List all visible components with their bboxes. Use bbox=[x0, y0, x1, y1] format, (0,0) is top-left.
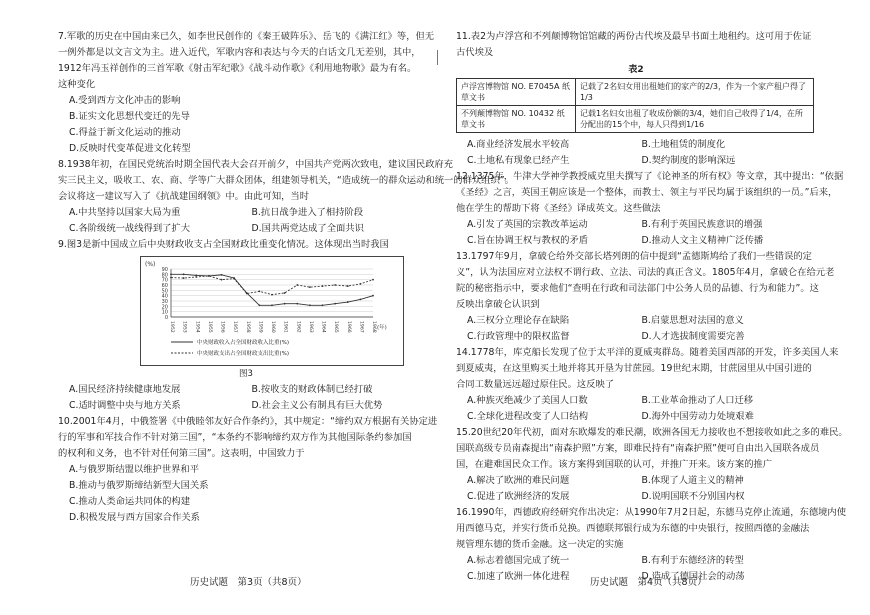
data-point bbox=[195, 276, 197, 278]
y-tick-label: 50 bbox=[161, 288, 168, 295]
page-4-footer: 历史试题 第4页（共8页） bbox=[590, 577, 707, 588]
data-point bbox=[258, 291, 260, 293]
question-7 bbox=[58, 29, 434, 157]
question-9-options-row bbox=[58, 398, 434, 414]
data-point bbox=[309, 304, 311, 306]
question-11-option-c[interactable]: C.土地私有现象已经产生 bbox=[467, 155, 570, 166]
question-7-option-a[interactable]: A.受到西方文化冲击的影响 bbox=[69, 95, 181, 106]
data-point bbox=[271, 304, 273, 306]
y-tick-label: 20 bbox=[161, 304, 168, 311]
question-12-stem-line: 他在学生的帮助下将《圣经》译成英文。这些做法 bbox=[456, 203, 661, 214]
question-14-option-c[interactable]: C.全球化进程改变了人口结构 bbox=[467, 411, 589, 422]
question-15-option-c[interactable]: C.促进了欧洲经济的发展 bbox=[467, 491, 570, 502]
question-15-options-row bbox=[456, 473, 816, 489]
question-16-option-c[interactable]: C.加速了欧洲一体化进程 bbox=[467, 571, 570, 582]
question-11-option-b[interactable]: B.土地租赁的制度化 bbox=[641, 139, 726, 150]
question-16-stem-line: 用西德马克，并实行货币兑换。西德联邦银行成为东德的中央银行，按照西德的金融法 bbox=[456, 523, 810, 534]
question-7-option-d[interactable]: D.反映时代变革促进文化转型 bbox=[69, 143, 191, 154]
data-point bbox=[309, 286, 311, 288]
question-13-option-b[interactable]: B.启蒙思想对法国的意义 bbox=[641, 315, 744, 326]
question-16-option-d[interactable]: D.造成了德国社会的动荡 bbox=[641, 571, 745, 582]
question-10-stem-line: 行的军事和军技合作不针对第三国”，“本条约不影响缔约双方作为其他国际条约参加国 bbox=[58, 432, 412, 443]
question-8 bbox=[58, 157, 514, 237]
question-11 bbox=[456, 29, 816, 169]
table-cell: 卢浮宫博物馆 NO. E7045A 纸草文书 bbox=[457, 79, 576, 106]
question-14 bbox=[456, 345, 839, 425]
page-4-column bbox=[456, 29, 848, 585]
x-tick-label: 1963 bbox=[307, 321, 313, 333]
data-point bbox=[183, 277, 185, 279]
question-16-stem-line: 16.1990年，西德政府经研究作出决定：从1990年7月2日起，东德马克停止流通，东德境内使 bbox=[456, 507, 847, 518]
question-12-stem-line: 《圣经》之言，英国王朝应该是一个整体，而教士、领主与平民均属于该组织的一员。”后来， bbox=[456, 187, 838, 198]
data-point bbox=[246, 293, 248, 295]
question-11-stem-line: 11.表2为卢浮宫和不列颠博物馆馆藏的两份古代埃及最早书面土地租约。这可用于佐证古代埃及 bbox=[456, 31, 812, 58]
data-point bbox=[347, 285, 349, 287]
data-point bbox=[233, 278, 235, 280]
data-point bbox=[359, 299, 361, 301]
question-8-option-b[interactable]: B.抗日战争进入了相持阶段 bbox=[251, 207, 364, 218]
data-point bbox=[296, 284, 298, 286]
data-point bbox=[183, 273, 185, 275]
question-16-option-b[interactable]: B.有利于东德经济的转型 bbox=[641, 555, 744, 566]
figure-3-caption: 图3 bbox=[239, 369, 253, 379]
question-10-option-d[interactable]: D.积极发展与西方国家合作关系 bbox=[69, 512, 200, 523]
question-14-stem-line: 到夏威夷，在这里购买土地并将其开垦为甘蔗园。19世纪末期，甘蔗园里从中国引进的 bbox=[456, 363, 812, 374]
question-8-options-row bbox=[58, 205, 434, 221]
x-tick-label: 1966 bbox=[345, 321, 351, 333]
question-13-stem-line: 13.1797年9月，拿破仑给外交部长塔列朗的信中提到“孟德斯鸠给了我们一些错误的定 bbox=[456, 251, 812, 262]
x-tick-label: 1968 bbox=[371, 321, 376, 333]
question-7-stem-line: 这种变化 bbox=[58, 79, 96, 90]
data-point bbox=[372, 279, 374, 281]
question-11-options-row bbox=[456, 137, 816, 153]
data-point bbox=[170, 277, 172, 279]
data-point bbox=[195, 275, 197, 277]
data-point bbox=[284, 303, 286, 305]
question-8-option-d[interactable]: D.国共两党达成了全面共识 bbox=[251, 223, 364, 234]
question-14-stem-line: 合同工数量远远超过原住民。这反映了 bbox=[456, 379, 615, 390]
question-12-stem-line: 12.1375年，牛津大学神学教授威克里夫撰写了《论神圣的所有权》等文章，其中提出：“依据 bbox=[456, 171, 844, 182]
x-tick-label: 1956 bbox=[219, 321, 225, 333]
question-15-option-b[interactable]: B.体现了人道主义的精神 bbox=[641, 475, 744, 486]
x-tick-label: 1965 bbox=[333, 321, 339, 333]
question-10-option-a[interactable]: A.与俄罗斯结盟以维护世界和平 bbox=[69, 464, 200, 475]
table-2 bbox=[456, 78, 814, 133]
data-point bbox=[296, 303, 298, 305]
data-point bbox=[221, 274, 223, 276]
question-15-stem-line: 国联高级专员南森提出“南森护照”方案，即难民持有“南森护照”便可自由出入国联各成员 bbox=[456, 443, 820, 454]
question-12-options-row bbox=[456, 233, 816, 249]
question-15-option-d[interactable]: D.说明国联不分别国内权 bbox=[641, 491, 745, 502]
question-15-stem-line: 15.20世纪20年代初，面对东欧爆发的难民潮，欧洲各国无力接收也不想接收如此之多的难民。 bbox=[456, 427, 848, 438]
question-9-options-row bbox=[58, 382, 434, 398]
question-13-option-a[interactable]: A.三权分立理论存在缺陷 bbox=[467, 315, 570, 326]
data-point bbox=[322, 285, 324, 287]
question-13-option-d[interactable]: D.人才选拔制度需要完善 bbox=[641, 331, 745, 342]
question-14-option-d[interactable]: D.海外中国劳动力处境艰难 bbox=[641, 411, 754, 422]
data-point bbox=[170, 273, 172, 275]
y-tick-label: 70 bbox=[161, 277, 168, 284]
question-10-stem-line: 的权利和义务，也不针对任何第三国”。这表明，中国致力于 bbox=[58, 448, 305, 459]
question-13-stem-line: 院的秘密指示中，要求他们“查明在行政和司法部门中公务人员的品德、行为和能力”。这 bbox=[456, 283, 819, 294]
question-14-option-a[interactable]: A.种族灭绝减少了美国人口数 bbox=[467, 395, 588, 406]
table-row bbox=[457, 79, 814, 106]
question-13-options-row bbox=[456, 329, 816, 345]
data-point bbox=[334, 303, 336, 305]
figure-3-chart bbox=[140, 256, 404, 366]
question-7-stem-line: 一例外都是以文言文为主。进入近代，军歌内容和表达与今天的白话文几无差别，其中， bbox=[58, 47, 421, 58]
legend-label: 中央财政收入占全国财政收入比重(%) bbox=[197, 340, 290, 346]
x-tick-label: 1954 bbox=[194, 321, 200, 333]
y-tick-label: 10 bbox=[161, 309, 168, 316]
question-8-stem-line: 8.1938年初，在国民党统治时期全国代表大会召开前夕，中国共产党两次致电，建议国民政府充 bbox=[58, 159, 454, 170]
x-tick-label: 1964 bbox=[320, 321, 326, 333]
question-15-options-row bbox=[456, 489, 816, 505]
question-13-options-row bbox=[456, 313, 816, 329]
data-point bbox=[258, 304, 260, 306]
x-tick-label: 1955 bbox=[206, 321, 212, 333]
question-10-option-b[interactable]: B.推动与俄罗斯缔结新型大国关系 bbox=[69, 480, 209, 491]
question-15-option-a[interactable]: A.解决了欧洲的难民问题 bbox=[467, 475, 570, 486]
question-10-stem-line: 10.2001年4月，中俄签署《中俄睦邻友好合作条约》，其中规定：“缔约双方根据有关协定进 bbox=[58, 416, 438, 427]
question-12-option-b[interactable]: B.有利于英国民族意识的增强 bbox=[641, 219, 763, 230]
data-point bbox=[284, 292, 286, 294]
question-7-stem-line: 7.军歌的历史在中国由来已久，如李世民创作的《秦王破阵乐》、岳飞的《满江红》等，但无 bbox=[58, 31, 435, 42]
x-tick-label: 1952 bbox=[169, 321, 174, 333]
question-8-option-a[interactable]: A.中共坚持以国家大局为重 bbox=[69, 207, 181, 218]
question-7-option-c[interactable]: C.得益于新文化运动的推动 bbox=[69, 127, 181, 138]
column-divider bbox=[437, 50, 438, 65]
question-12-options-row bbox=[456, 217, 816, 233]
y-tick-label: 0 bbox=[164, 315, 168, 321]
question-11-option-d[interactable]: D.契约制度的影响深远 bbox=[641, 155, 736, 166]
page-3-footer: 历史试题 第3页（共8页） bbox=[190, 577, 307, 588]
question-8-option-c[interactable]: C.各阶级统一战线得到了扩大 bbox=[69, 223, 191, 234]
question-9-stem-line: 9.图3是新中国成立后中央财政收支占全国财政比重变化情况。这体现出当时我国 bbox=[58, 239, 389, 250]
x-tick-label: 1967 bbox=[358, 321, 364, 333]
data-point bbox=[372, 295, 374, 297]
x-axis-label: (年) bbox=[377, 325, 387, 331]
x-tick-label: 1957 bbox=[232, 321, 238, 333]
y-tick-label: 60 bbox=[161, 283, 168, 289]
question-13-stem-line: 义”，认为法国应对立法权不谓行政、立法、司法的真正含义。1805年4月，拿破仑在给元老 bbox=[456, 267, 835, 278]
question-12 bbox=[456, 169, 844, 249]
y-tick-label: 40 bbox=[161, 293, 168, 300]
x-tick-label: 1960 bbox=[270, 321, 275, 333]
series-line-2 bbox=[171, 276, 373, 295]
question-11-options-row bbox=[456, 153, 816, 169]
question-13 bbox=[456, 249, 835, 345]
data-point bbox=[359, 283, 361, 285]
data-point bbox=[334, 284, 336, 286]
table-cell: 记载了2名妇女用出租她们的家产的2/3，作为一个家产租户得了1/3 bbox=[576, 79, 814, 106]
question-15 bbox=[456, 425, 848, 505]
x-tick-label: 1958 bbox=[244, 321, 250, 333]
data-point bbox=[221, 279, 223, 281]
question-14-stem-line: 14.1778年，库克船长发现了位于太平洋的夏威夷群岛。随着美国西部的开发，许多美国人来 bbox=[456, 347, 839, 358]
data-point bbox=[271, 294, 273, 296]
question-12-option-c[interactable]: C.旨在协调王权与教权的矛盾 bbox=[467, 235, 589, 246]
question-10-option-c[interactable]: C.推动人类命运共同体的构建 bbox=[69, 496, 191, 507]
table-2-caption: 表2 bbox=[628, 65, 644, 75]
question-9-option-d[interactable]: D.社会主义公有制具有巨大优势 bbox=[251, 400, 383, 411]
x-tick-label: 1961 bbox=[282, 321, 288, 333]
question-16 bbox=[456, 505, 847, 585]
legend-label: 中央财政支出占全国财政支出比重(%) bbox=[197, 351, 290, 357]
question-8-stem-line: 实三民主义，吸收工、农、商、学等广大群众团体，组建领导机关，“造成统一的群众运动和统一的群众组织”。 bbox=[58, 175, 514, 186]
x-tick-label: 1962 bbox=[295, 321, 301, 333]
y-tick-label: 80 bbox=[161, 272, 168, 279]
question-16-options-row bbox=[456, 553, 816, 569]
question-16-option-a[interactable]: A.标志着德国完成了统一 bbox=[467, 555, 570, 566]
x-tick-label: 1959 bbox=[257, 321, 263, 333]
question-13-stem-line: 反映出拿破仑认识到 bbox=[456, 299, 540, 310]
table-cell: 不列颠博物馆 NO. 10432 纸草文书 bbox=[457, 106, 576, 133]
question-8-options-row bbox=[58, 221, 434, 237]
question-9-option-a[interactable]: A.国民经济持续健康地发展 bbox=[69, 384, 181, 395]
y-tick-label: 90 bbox=[161, 267, 168, 273]
question-7-stem-line: 1912年冯玉祥创作的三首军歌《射击军纪歌》《战斗动作歌》《利用地物歌》最为有名。 bbox=[58, 63, 417, 74]
y-tick-label: 30 bbox=[161, 299, 168, 305]
table-row bbox=[457, 106, 814, 133]
table-cell: 记载1名妇女出租了收成份额的3/4，她们自己收得了1/4，在所分配出的15个中，每人只得到1/16 bbox=[576, 106, 814, 133]
question-8-stem-line: 会议将这一建议写入了《抗战建国纲领》中。由此可知，当时 bbox=[58, 191, 310, 202]
question-12-option-d[interactable]: D.推动人文主义精神广泛传播 bbox=[641, 235, 764, 246]
question-15-stem-line: 国，在避难国民众工作。该方案得到国联的认可，并推广开来。该方案的推广 bbox=[456, 459, 773, 470]
data-point bbox=[208, 275, 210, 277]
question-9-option-c[interactable]: C.适时调整中央与地方关系 bbox=[69, 400, 181, 411]
question-16-stem-line: 规管理东德的货币金融。这一决定的实施 bbox=[456, 539, 624, 550]
data-point bbox=[322, 304, 324, 306]
question-9-option-b[interactable]: B.按收支的财政体制已经打破 bbox=[251, 384, 373, 395]
question-9 bbox=[58, 237, 434, 414]
question-11-option-a[interactable]: A.商业经济发展水平较高 bbox=[467, 139, 570, 150]
question-13-option-c[interactable]: C.行政管理中的限权监督 bbox=[467, 331, 570, 342]
question-14-option-b[interactable]: B.工业革命推动了人口迁移 bbox=[641, 395, 754, 406]
series-line-1 bbox=[171, 274, 373, 305]
question-14-options-row bbox=[456, 409, 816, 425]
data-point bbox=[347, 301, 349, 303]
y-axis-label: (%) bbox=[145, 261, 156, 268]
question-10 bbox=[58, 414, 438, 526]
question-12-option-a[interactable]: A.引发了英国的宗教改革运动 bbox=[467, 219, 588, 230]
x-tick-label: 1953 bbox=[181, 321, 187, 333]
question-14-options-row bbox=[456, 393, 816, 409]
question-7-option-b[interactable]: B.证实文化思想代变迁的先导 bbox=[69, 111, 190, 122]
chart-svg bbox=[141, 257, 403, 365]
